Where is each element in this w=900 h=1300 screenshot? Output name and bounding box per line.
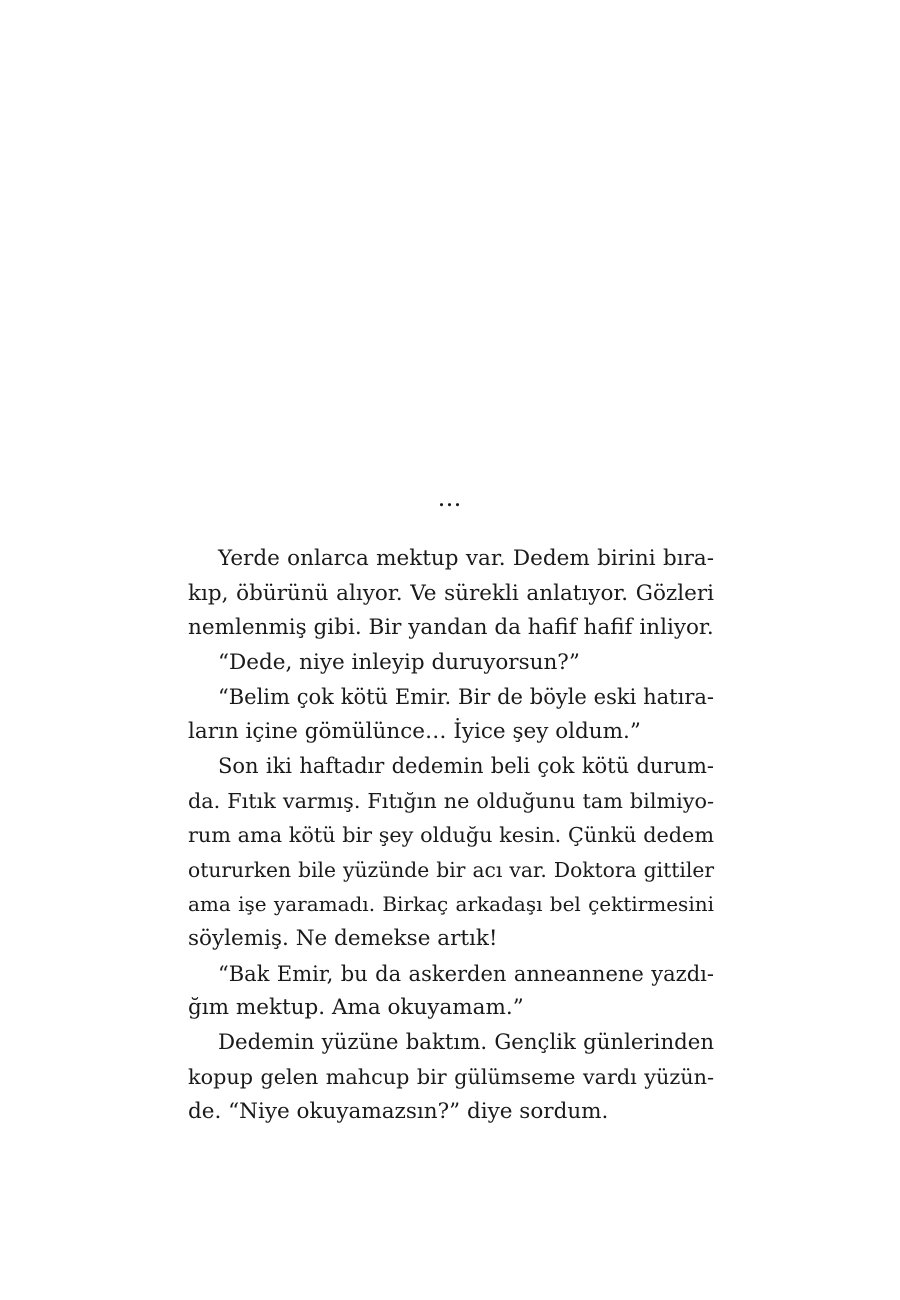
text-line: otururken bile yüzünde bir acı var. Doktora gittiler [188,857,714,882]
text-line: Son iki haftadır dedemin beli çok kötü durum- [218,754,714,779]
text-line: Dedemin yüzüne baktım. Gençlik günlerinden [218,1029,714,1055]
text-line: Yerde onlarca mektup var. Dedem birini bıra- [218,546,714,571]
text-line: “Bak Emir, bu da askerden anneannene yazdı- [218,961,714,986]
text-line: ama işe yaramadı. Birkaç arkadaşı bel çektirmesini [188,892,714,917]
text-line: söylemiş. Ne demekse artık! [188,926,498,952]
body-text [188,542,714,1129]
text-line: nemlenmiş gibi. Bir yandan da hafif hafif inliyor. [188,615,714,641]
text-line: “Belim çok kötü Emir. Bir de böyle eski hatıra- [218,685,714,710]
text-line: “Dede, niye inleyip duruyorsun?” [218,649,580,675]
text-line: kıp, öbürünü alıyor. Ve sürekli anlatıyor. Gözleri [188,580,714,606]
text-line: rum ama kötü bir şey olduğu kesin. Çünkü dedem [188,823,714,848]
section-separator: … [437,484,463,512]
text-line: da. Fıtık varmış. Fıtığın ne olduğunu tam bilmiyo- [188,788,714,813]
text-line: kopup gelen mahcup bir gülümseme vardı yüzün- [188,1065,714,1090]
text-line: ların içine gömülünce… İyice şey oldum.” [188,718,641,744]
text-line: de. “Niye okuyamazsın?” diye sordum. [188,1098,609,1124]
text-line: ğım mektup. Ama okuyamam.” [188,995,524,1021]
